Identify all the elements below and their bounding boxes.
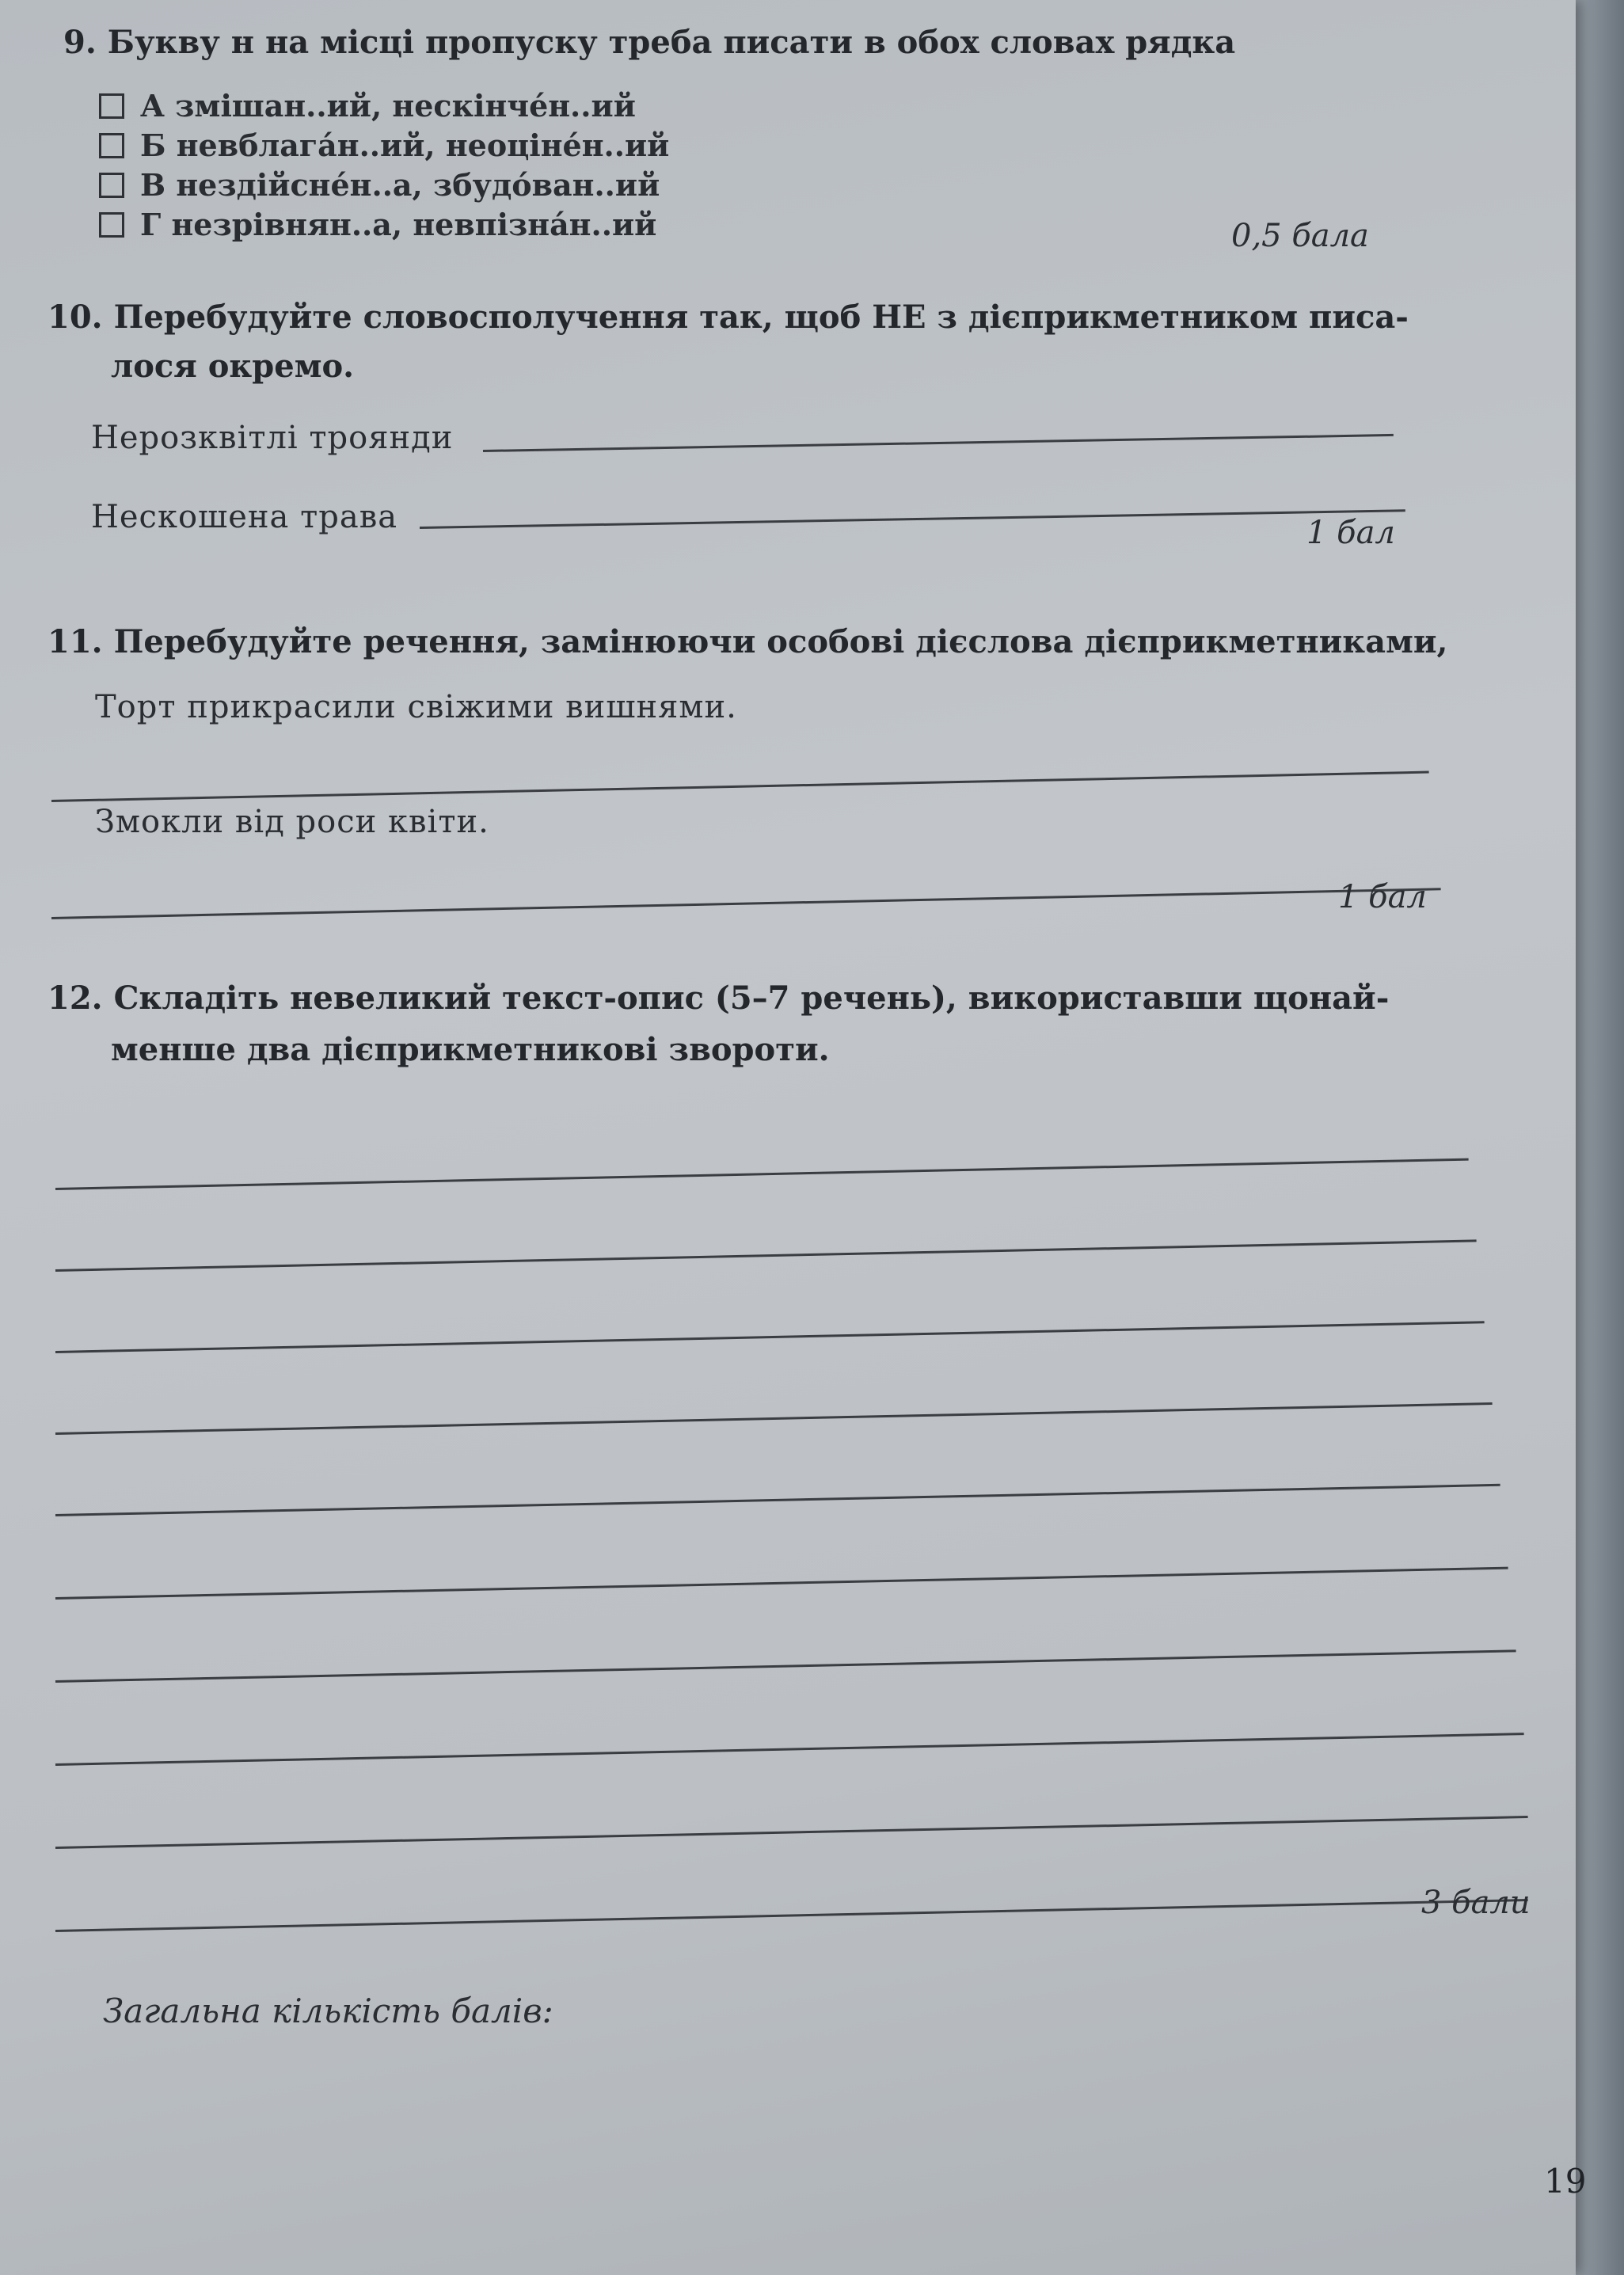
task-9-option-c[interactable] — [99, 166, 660, 204]
checkbox[interactable] — [99, 93, 124, 119]
task-10-number: 10. — [48, 299, 103, 336]
answer-line[interactable] — [51, 771, 1429, 802]
total-points-label: Загальна кількість балів: — [103, 1992, 553, 2030]
task-10-prompt-1: Нерозквітлі троянди — [91, 420, 454, 456]
task-12-points: 3 бали — [1421, 1885, 1531, 1921]
answer-line[interactable] — [55, 1649, 1516, 1683]
option-label: А змішан..ий, нескінче́н..ий — [140, 88, 636, 124]
task-9-option-a[interactable] — [99, 87, 636, 125]
answer-line[interactable] — [55, 1899, 1528, 1932]
task-10-points: 1 бал — [1306, 515, 1395, 551]
task-9-number: 9. — [63, 24, 97, 61]
answer-line[interactable] — [55, 1402, 1493, 1435]
answer-line[interactable] — [55, 1816, 1528, 1849]
answer-line[interactable] — [420, 509, 1405, 529]
task-9-option-d[interactable] — [99, 206, 656, 244]
task-9-points: 0,5 бала — [1231, 218, 1369, 254]
answer-line[interactable] — [55, 1484, 1500, 1516]
answer-line[interactable] — [55, 1321, 1485, 1353]
task-11-points: 1 бал — [1338, 879, 1427, 915]
task-11-heading — [48, 622, 1447, 663]
task-10-prompt-2: Нескошена трава — [91, 499, 398, 535]
answer-line[interactable] — [483, 434, 1394, 452]
answer-line[interactable] — [55, 1158, 1469, 1190]
option-label: Г незрівнян..а, невпізна́н..ий — [140, 207, 657, 242]
task-11-title: Перебудуйте речення, замінюючи особові дієслова дієприкметниками, — [113, 623, 1448, 660]
page-number: 19 — [1544, 2162, 1587, 2201]
task-12-number: 12. — [48, 980, 103, 1017]
answer-line[interactable] — [55, 1567, 1508, 1600]
answer-line[interactable] — [55, 1733, 1524, 1766]
checkbox[interactable] — [99, 212, 124, 238]
task-10-title-line1: Перебудуйте словосполучення так, щоб НЕ з дієприкметником писа- — [113, 299, 1409, 336]
answer-line[interactable] — [55, 1239, 1477, 1272]
task-9-option-b[interactable] — [99, 127, 669, 165]
task-10-heading — [48, 297, 1409, 338]
checkbox[interactable] — [99, 133, 124, 158]
task-9-heading — [63, 22, 1235, 63]
task-11-number: 11. — [48, 623, 103, 660]
task-12-title-line1: Складіть невеликий текст-опис (5–7 речень), використавши щонай- — [113, 980, 1390, 1017]
task-12-heading — [48, 978, 1389, 1019]
task-9-title: Букву н на місці пропуску треба писати в обох словах рядка — [107, 24, 1236, 61]
task-12-title-line2: менше два дієприкметникові звороти. — [111, 1031, 830, 1068]
task-10-title-line2: лося окремо. — [111, 348, 355, 385]
answer-line[interactable] — [51, 888, 1441, 919]
option-label: Б невблага́н..ий, неоціне́н..ий — [140, 127, 670, 163]
checkbox[interactable] — [99, 173, 124, 198]
task-11-prompt-1: Торт прикрасили свіжими вишнями. — [95, 689, 737, 725]
option-label: В нездійсне́н..а, збудо́ван..ий — [140, 167, 660, 203]
task-11-prompt-2: Змокли від роси квіти. — [95, 804, 489, 840]
